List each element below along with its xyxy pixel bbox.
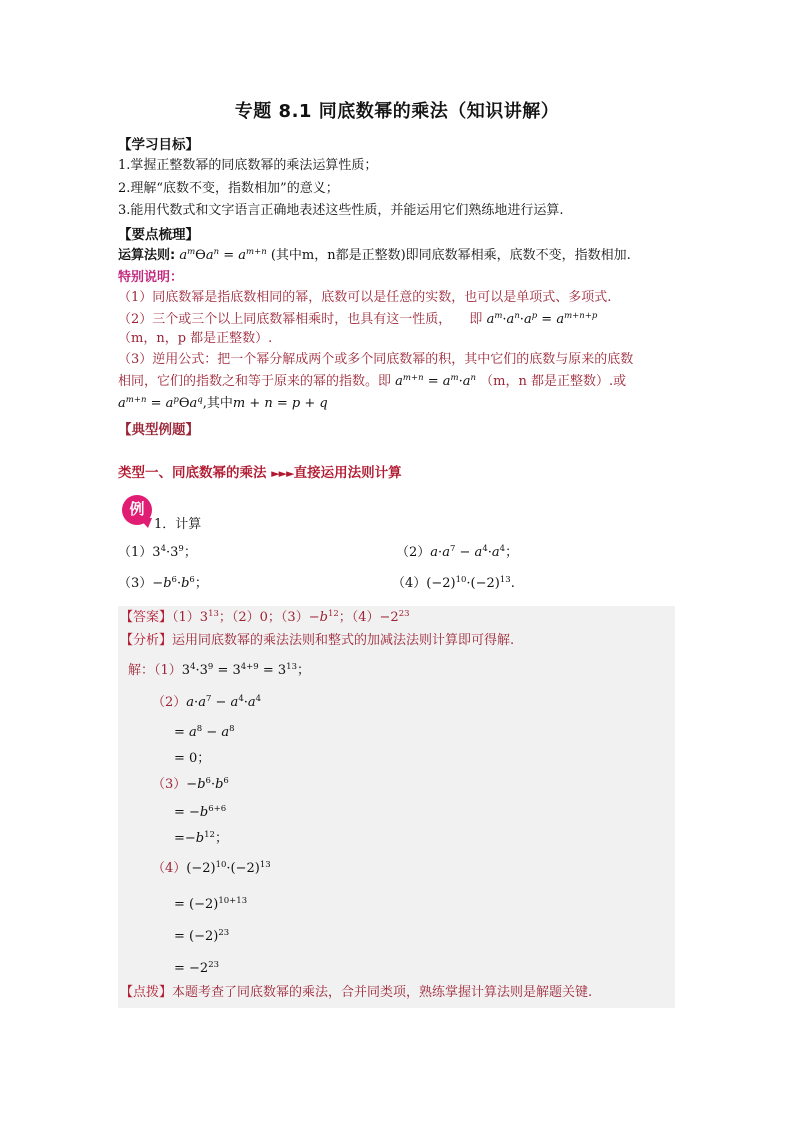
solution-3-label: （3）	[152, 777, 187, 792]
note-2-formula: $a^m\cdot a^n\cdot a^p = a^{m+n+p}$	[486, 311, 598, 327]
solution-4-step3: = $-2^{23}$	[174, 960, 220, 976]
note-2	[118, 311, 597, 329]
analysis-label: 【分析】	[120, 633, 173, 648]
solution-2-label: （2）	[152, 695, 187, 710]
key-points-heading: 【要点梳理】	[118, 227, 199, 243]
answer-values: $(1)3^{13}$；（2）0；$(3)-b^{12}$；$(4)-2^{23}$	[172, 609, 410, 625]
objective-1: 1.掌握正整数幂的同底数幂的乘法运算性质；	[118, 158, 378, 173]
solution-3-expr: $-b^6\cdot b^6$	[186, 776, 229, 792]
problem-2: $(2)a\cdot a^7 - a^4\cdot a^4$；	[396, 544, 519, 560]
rule-line	[118, 247, 631, 265]
question-text: 1．计算	[154, 517, 202, 532]
type1-title	[118, 461, 402, 481]
note-3-formula-3: m + n = p + q	[232, 396, 328, 411]
problem-1-label: （1）	[118, 545, 153, 560]
solution-1-expr: $3^4\cdot 3^9 = 3^{4+9} = 3^{13}$	[181, 662, 297, 678]
note-2-cond: （m，n，p 都是正整数）.	[118, 331, 273, 346]
solution-4-expr: $(-2)^{10}\cdot(-2)^{13}$	[186, 860, 271, 876]
objective-3: 3.能用代数式和文字语言正确地表述这些性质，并能运用它们熟练地进行运算.	[118, 203, 564, 218]
solution-2-step2: = 0；	[174, 751, 211, 766]
objective-2: 2.理解“底数不变，指数相加”的意义；	[118, 181, 339, 196]
problem-3-label: （3）	[118, 576, 153, 591]
answer-box	[118, 606, 675, 1008]
note-3-formula-2: $a^{m+n} = a^pѲa^q$	[118, 395, 203, 411]
problem-3: $(3)-b^6\cdot b^6$；	[118, 575, 208, 591]
solution-4-label: （4）	[152, 861, 187, 876]
solution-label: 解：	[128, 663, 155, 678]
problem-3-expr: $-b^6\cdot b^6$	[152, 575, 195, 591]
note-2-ji: 即	[469, 312, 483, 327]
rule-formula: $a^mѲa^n = a^{m+n}$	[179, 247, 267, 263]
problem-2-label: （2）	[396, 545, 431, 560]
solution-1: 解：$(1)3^4\cdot 3^9 = 3^{4+9} = 3^{13}$；	[128, 662, 310, 678]
solution-4-step1: = $(-2)^{10+13}$	[174, 896, 248, 912]
rule-text: (其中m，n都是正整数)即同底数幂相乘，底数不变，指数相加.	[270, 248, 631, 263]
analysis-line	[120, 632, 514, 650]
tip-text: 本题考查了同底数幂的乘法，合并同类项，熟练掌握计算法则是解题关键.	[172, 985, 593, 1000]
note-3-line1: （3）逆用公式：把一个幂分解成两个或多个同底数幂的积，其中它们的底数与原来的底数	[118, 352, 634, 367]
note-3-text: 相同，它们的指数之和等于原来的幂的指数。即	[118, 374, 392, 389]
problem-4: $(4)(-2)^{10}\cdot(-2)^{13}$.	[392, 575, 515, 591]
answer-label: 【答案】	[120, 610, 173, 625]
problem-4-label: （4）	[392, 576, 427, 591]
note-2-text: （2）三个或三个以上同底数幂相乘时，也具有这一性质，	[118, 312, 452, 327]
solution-3-step2: $=-b^{12}$；	[174, 830, 228, 846]
note-3-cond: （m，n 都是正整数）.或	[480, 374, 627, 389]
solution-3	[152, 776, 229, 794]
problem-2-expr: $a\cdot a^7 - a^4\cdot a^4$	[430, 544, 506, 560]
problem-1-expr: $3^4\cdot 3^9$	[152, 544, 184, 560]
solution-2	[152, 694, 261, 712]
solution-4-step2: = $(-2)^{23}$	[174, 928, 230, 944]
type1-title-a: 类型一、同底数幂的乘法	[118, 465, 267, 481]
note-3-qizhong: ,其中	[202, 396, 233, 411]
tip-line	[120, 984, 592, 1002]
solution-2-step1: = $a^8 - a^8$	[174, 724, 235, 740]
problem-4-expr: $(-2)^{10}\cdot(-2)^{13}$	[426, 575, 511, 591]
note-3-line3	[118, 395, 328, 413]
solution-4	[152, 860, 271, 878]
answer-line	[120, 609, 410, 627]
problem-1: $(1)3^4\cdot 3^9$；	[118, 544, 197, 560]
analysis-text: 运用同底数幂的乘法法则和整式的加减法法则计算即可得解.	[172, 633, 515, 648]
note-3-formula: $a^{m+n} = a^m\cdot a^n$	[395, 373, 476, 389]
solution-2-expr: $a\cdot a^7 - a^4\cdot a^4$	[186, 694, 262, 710]
objectives-heading: 【学习目标】	[118, 137, 199, 153]
tip-label: 【点拨】	[120, 985, 173, 1000]
type1-title-b: 直接运用法则计算	[293, 465, 402, 481]
rule-label: 运算法则:	[118, 248, 176, 263]
solution-1-label: （1）	[154, 663, 182, 678]
triple-arrow-icon: ►►►	[271, 467, 294, 480]
page-title: 专题 8.1 同底数幂的乘法（知识讲解）	[234, 101, 560, 122]
example-badge: 例	[122, 495, 152, 525]
note-3-line2	[118, 373, 626, 391]
special-note-label: 特别说明：	[118, 270, 184, 285]
solution-3-step1: = $-b^{6+6}$	[174, 804, 227, 820]
examples-heading: 【典型例题】	[118, 422, 199, 438]
note-1: （1）同底数幂是指底数相同的幂，底数可以是任意的实数，也可以是单项式、多项式.	[118, 290, 612, 305]
